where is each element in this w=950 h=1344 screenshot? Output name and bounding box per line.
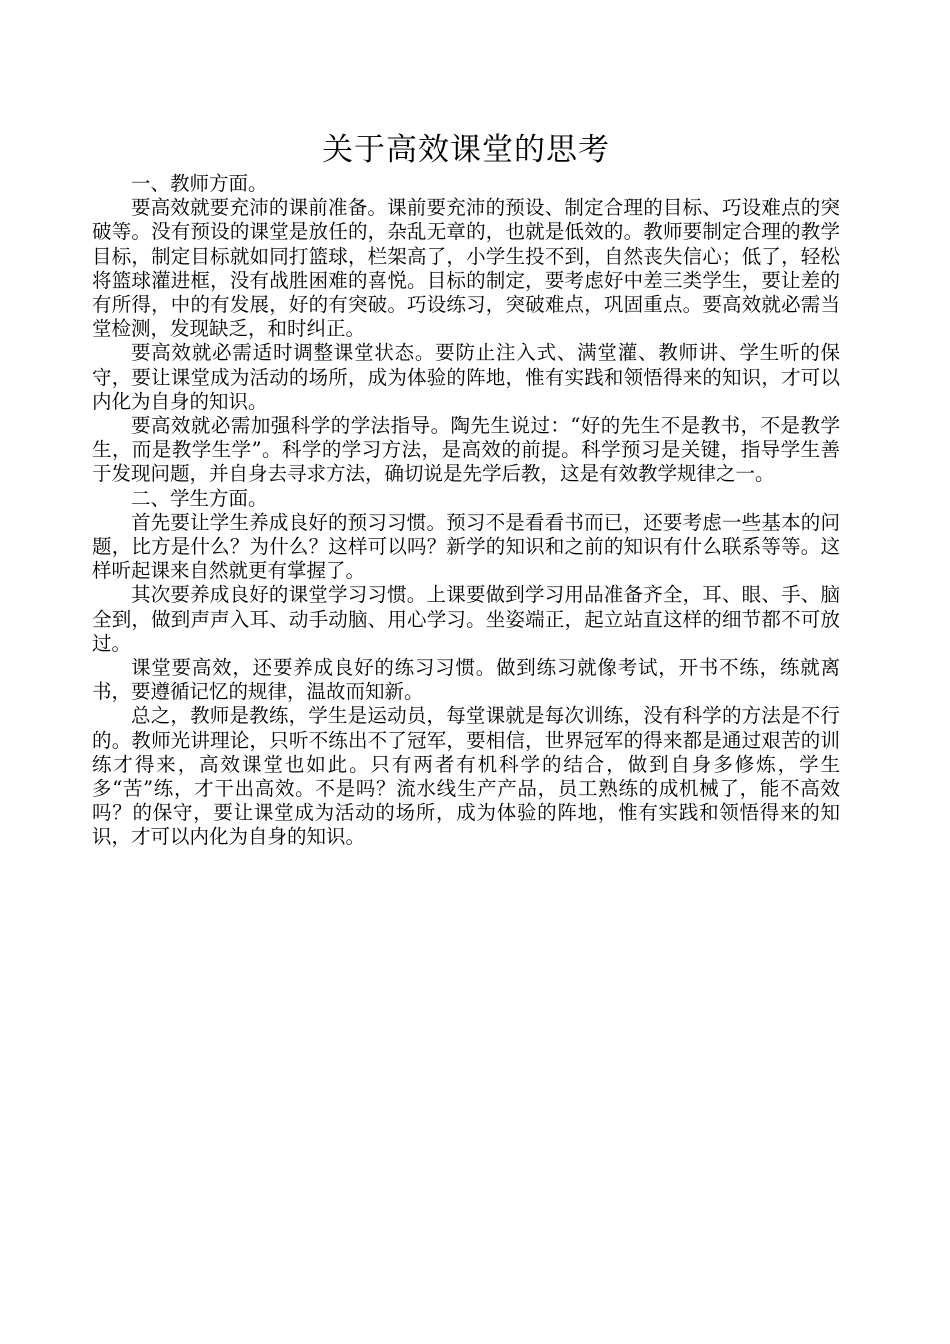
paragraph: 要高效就必需适时调整课堂状态。要防止注入式、满堂灌、教师讲、学生听的保守，要让课堂成为活动的场所，成为体验的阵地，惟有实践和领悟得来的知识，才可以内化为自身的知识。 xyxy=(92,341,840,413)
document-page xyxy=(92,128,840,850)
paragraph: 其次要养成良好的课堂学习习惯。上课要做到学习用品准备齐全，耳、眼、手、脑全到，做到声声入耳、动手动脑、用心学习。坐姿端正，起立站直这样的细节都不可放过。 xyxy=(92,583,840,655)
paragraph: 要高效就要充沛的课前准备。课前要充沛的预设、制定合理的目标、巧设难点的突破等。没有预设的课堂是放任的，杂乱无章的，也就是低效的。教师要制定合理的教学目标，制定目标就如同打篮球，栏架高了，小学生投不到，自然丧失信心；低了，轻松将篮球灌进框，没有战胜困难的喜悦。目标的制定，要考虑好中差三类学生，要让差的有所得，中的有发展，好的有突破。巧设练习，突破难点，巩固重点。要高效就必需当堂检测，发现缺乏，和时纠正。 xyxy=(92,196,840,341)
paragraph: 要高效就必需加强科学的学法指导。陶先生说过：“好的先生不是教书，不是教学生，而是教学生学”。科学的学习方法，是高效的前提。科学预习是关键，指导学生善于发现问题，并自身去寻求方法，确切说是先学后教，这是有效教学规律之一。 xyxy=(92,414,840,486)
section-heading-teacher: 一、教师方面。 xyxy=(131,172,268,195)
paragraph: 总之，教师是教练，学生是运动员，每堂课就是每次训练，没有科学的方法是不行的。教师光讲理论，只听不练出不了冠军，要相信，世界冠军的得来都是通过艰苦的训练才得来，高效课堂也如此。只有两者有机科学的结合，做到自身多修炼，学生多“苦”练，才干出高效。不是吗？流水线生产产品，员工熟练的成机械了，能不高效吗？的保守，要让课堂成为活动的场所，成为体验的阵地，惟有实践和领悟得来的知识，才可以内化为自身的知识。 xyxy=(92,704,840,849)
document-title: 关于高效课堂的思考 xyxy=(322,132,610,168)
paragraph: 首先要让学生养成良好的预习习惯。预习不是看看书而已，还要考虑一些基本的问题，比方是什么？为什么？这样可以吗？新学的知识和之前的知识有什么联系等等。这样听起课来自然就更有掌握了。 xyxy=(92,510,840,583)
paragraph: 课堂要高效，还要养成良好的练习习惯。做到练习就像考试，开书不练，练就离书，要遵循记忆的规律，温故而知新。 xyxy=(92,656,840,704)
section-heading-student: 二、学生方面。 xyxy=(131,486,268,510)
